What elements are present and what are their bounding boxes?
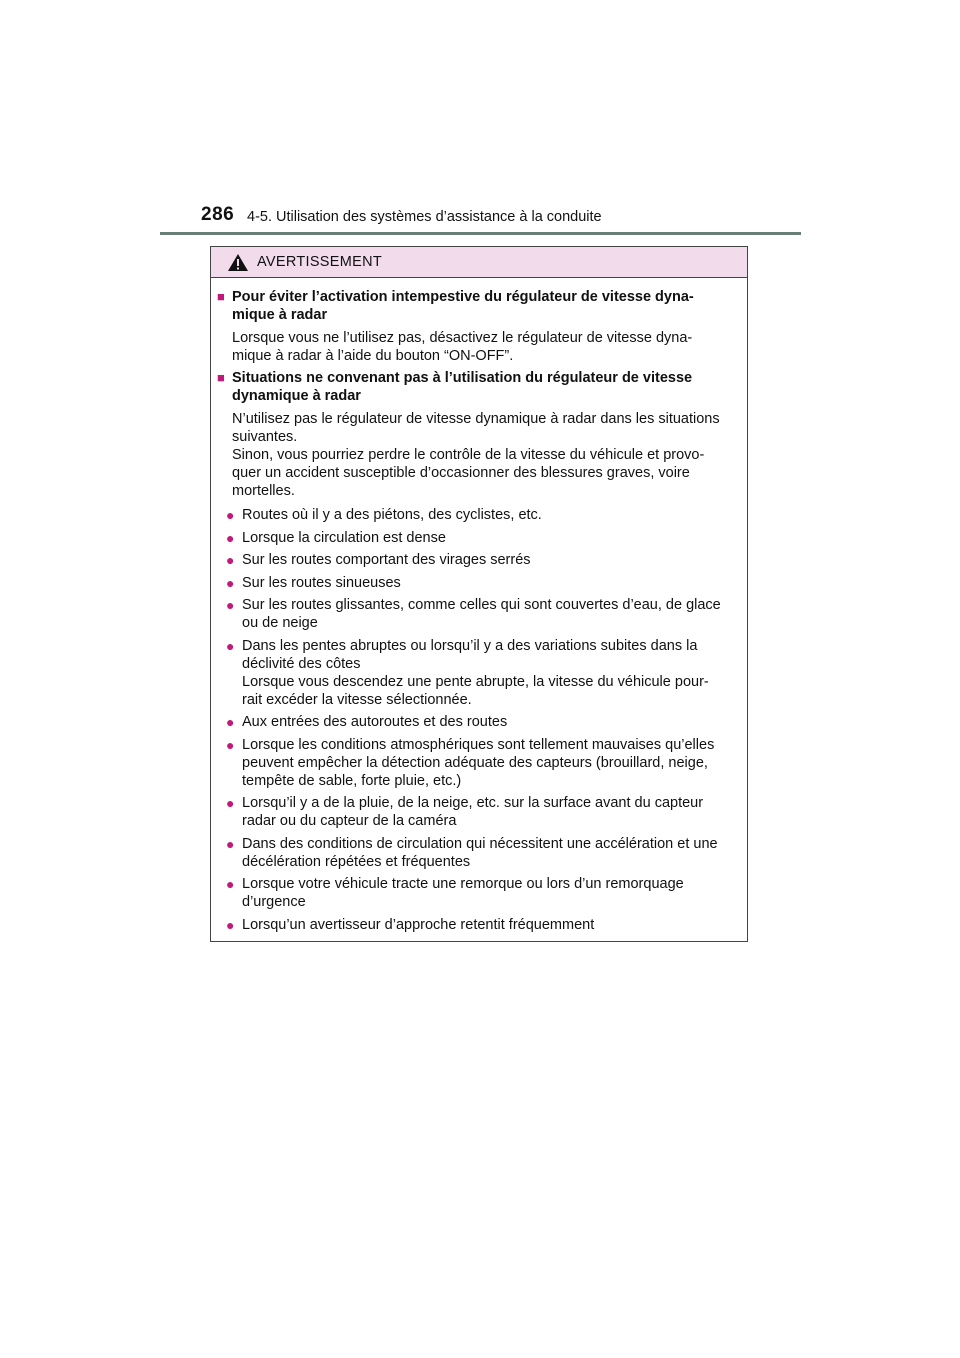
bullet-text [242,713,741,731]
bullet-text [242,794,741,830]
round-bullet-icon: ● [226,507,235,523]
text-line: Lorsque vous descendez une pente abrupte, la vitesse du véhicule pour- [242,673,709,690]
square-bullet-icon: ■ [217,289,225,304]
bullet-item [217,713,741,731]
bullet-text [242,506,741,524]
warning-header [211,247,747,278]
text-line: Sinon, vous pourriez perdre le contrôle de la vitesse du véhicule et provo- [232,447,705,463]
warning-section [217,288,741,365]
warning-triangle-icon [227,253,249,272]
text-line: Routes où il y a des piétons, des cyclistes, etc. [242,507,542,523]
bullet-item [217,835,741,871]
round-bullet-icon: ● [226,529,235,546]
round-bullet-icon: ● [226,876,235,892]
text-line: Lorsqu’un avertisseur d’approche retentit fréquemment [242,916,595,933]
text-line: dynamique à radar [232,388,361,404]
section-title [217,369,741,405]
bullet-item [217,551,741,569]
text-line: Pour éviter l’activation intempestive du régulateur de vitesse dyna- [232,289,694,305]
bullet-text [242,736,741,790]
round-bullet-icon: ● [226,736,235,753]
text-line: Dans les pentes abruptes ou lorsqu’il y a des variations subites dans la [242,637,698,654]
text-line: rait excéder la vitesse sélectionnée. [242,691,472,708]
text-line: N’utilisez pas le régulateur de vitesse dynamique à radar dans les situations [232,411,720,427]
text-line: Situations ne convenant pas à l’utilisation du régulateur de vitesse [232,370,693,386]
round-bullet-icon: ● [226,916,235,933]
bullet-item [217,916,741,934]
bullet-item [217,794,741,830]
paragraph [232,446,741,500]
bullet-item [217,574,741,592]
text-line: Lorsque la circulation est dense [242,529,446,546]
bullet-item [217,596,741,632]
bullet-text [242,916,741,934]
section-title-text [232,288,741,324]
text-line: décélération répétées et fréquentes [242,853,471,870]
warning-content [211,278,747,934]
text-line: déclivité des côtes [242,655,361,672]
bullet-item [217,875,741,911]
page-number: 286 [201,204,235,225]
text-line: ou de neige [242,615,318,631]
round-bullet-icon: ● [226,835,235,852]
section-body [217,329,741,365]
text-line: Sur les routes comportant des virages serrés [242,552,531,568]
bullet-item [217,506,741,524]
text-line: mique à radar [232,307,328,323]
paragraph [232,410,741,446]
warning-title: AVERTISSEMENT [257,254,383,270]
section-title [217,288,741,324]
paragraph [232,329,741,365]
text-line: Lorsque votre véhicule tracte une remorque ou lors d’un remorquage [242,876,684,892]
text-line: Lorsque les conditions atmosphériques sont tellement mauvaises qu’elles [242,736,715,753]
text-line: Lorsqu’il y a de la pluie, de la neige, etc. sur la surface avant du capteur [242,795,704,811]
text-line: mortelles. [232,483,295,499]
round-bullet-icon: ● [226,597,235,613]
bullet-item [217,529,741,547]
text-line: tempête de sable, forte pluie, etc.) [242,772,462,789]
text-line: Sur les routes sinueuses [242,574,401,591]
text-line: radar ou du capteur de la caméra [242,813,457,829]
bullet-text [242,551,741,569]
text-line: Aux entrées des autoroutes et des routes [242,714,508,730]
text-line: quer un accident susceptible d’occasionner des blessures graves, voire [232,465,690,481]
text-line: suivantes. [232,429,298,445]
bullet-item [217,736,741,790]
bullet-text [242,596,741,632]
text-line: mique à radar à l’aide du bouton “ON-OFF”. [232,348,514,364]
round-bullet-icon: ● [226,714,235,730]
bullet-list [217,506,741,934]
bullet-item [217,637,741,709]
text-line: d’urgence [242,894,306,910]
section-body [217,410,741,500]
bullet-text [242,875,741,911]
bullet-text [242,835,741,871]
text-line: Dans des conditions de circulation qui nécessitent une accélération et une [242,835,718,852]
text-line: Sur les routes glissantes, comme celles qui sont couvertes d’eau, de glace [242,597,721,613]
text-line: Lorsque vous ne l’utilisez pas, désactivez le régulateur de vitesse dyna- [232,330,693,346]
warning-section [217,369,741,934]
bullet-text [242,529,741,547]
text-line: peuvent empêcher la détection adéquate des capteurs (brouillard, neige, [242,754,708,771]
round-bullet-icon: ● [226,637,235,654]
round-bullet-icon: ● [226,795,235,811]
bullet-text [242,574,741,592]
chapter-title: 4-5. Utilisation des systèmes d’assistance à la conduite [247,209,602,225]
header-divider [160,232,801,235]
round-bullet-icon: ● [226,552,235,568]
square-bullet-icon: ■ [217,370,225,385]
round-bullet-icon: ● [226,574,235,591]
section-title-text [232,369,741,405]
warning-box [210,246,748,942]
bullet-text [242,637,741,709]
